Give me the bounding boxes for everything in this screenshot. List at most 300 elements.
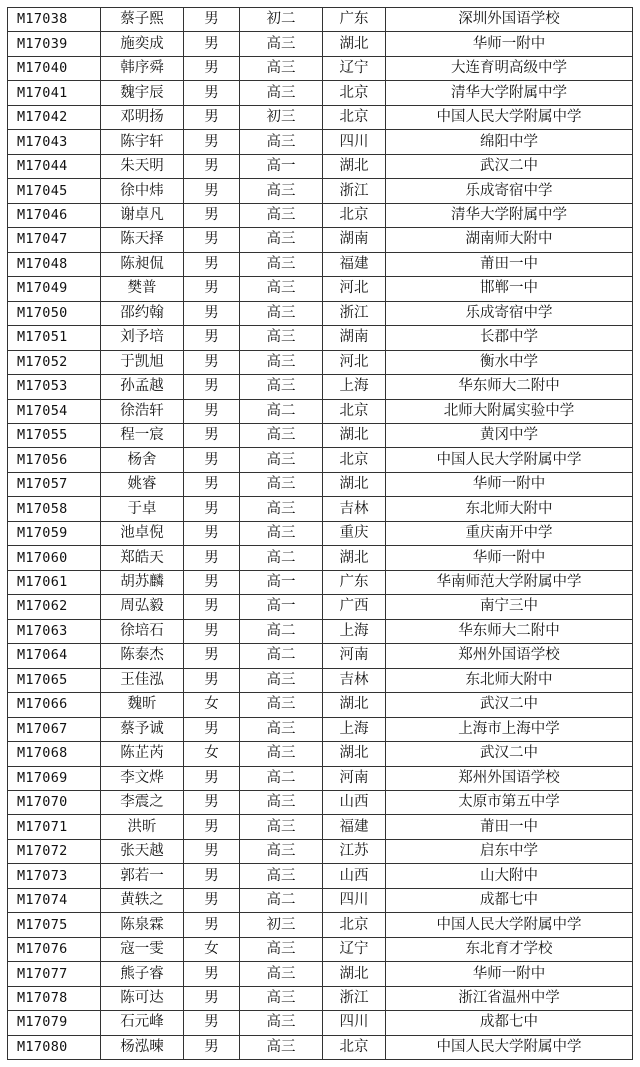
name-cell: 于凯旭 <box>101 350 184 374</box>
grade-cell: 高三 <box>240 521 323 545</box>
name-cell: 朱天明 <box>101 154 184 178</box>
table-row <box>8 644 633 668</box>
school-cell: 武汉二中 <box>386 742 633 766</box>
school-cell: 清华大学附属中学 <box>386 81 633 105</box>
table-row <box>8 864 633 888</box>
grade-cell: 高二 <box>240 644 323 668</box>
school-cell: 华东师大二附中 <box>386 375 633 399</box>
province-cell: 吉林 <box>323 668 386 692</box>
school-cell: 武汉二中 <box>386 693 633 717</box>
province-cell: 湖北 <box>323 472 386 496</box>
gender-cell: 男 <box>184 619 240 643</box>
gender-cell: 男 <box>184 888 240 912</box>
grade-cell: 高一 <box>240 154 323 178</box>
school-cell: 山大附中 <box>386 864 633 888</box>
table-row <box>8 252 633 276</box>
province-cell: 北京 <box>323 105 386 129</box>
grade-cell: 高三 <box>240 497 323 521</box>
student-id-cell: M17046 <box>8 203 101 227</box>
table-row <box>8 888 633 912</box>
gender-cell: 男 <box>184 448 240 472</box>
table-row <box>8 570 633 594</box>
province-cell: 福建 <box>323 252 386 276</box>
name-cell: 姚睿 <box>101 472 184 496</box>
province-cell: 广东 <box>323 570 386 594</box>
student-id-cell: M17078 <box>8 986 101 1010</box>
gender-cell: 男 <box>184 472 240 496</box>
grade-cell: 高三 <box>240 986 323 1010</box>
name-cell: 寇一雯 <box>101 937 184 961</box>
student-id-cell: M17073 <box>8 864 101 888</box>
province-cell: 河南 <box>323 644 386 668</box>
province-cell: 山西 <box>323 864 386 888</box>
student-id-cell: M17068 <box>8 742 101 766</box>
grade-cell: 高三 <box>240 228 323 252</box>
school-cell: 清华大学附属中学 <box>386 203 633 227</box>
gender-cell: 男 <box>184 815 240 839</box>
name-cell: 洪昕 <box>101 815 184 839</box>
school-cell: 东北育才学校 <box>386 937 633 961</box>
province-cell: 上海 <box>323 619 386 643</box>
province-cell: 湖北 <box>323 546 386 570</box>
student-id-cell: M17049 <box>8 277 101 301</box>
school-cell: 华师一附中 <box>386 32 633 56</box>
name-cell: 施奕成 <box>101 32 184 56</box>
grade-cell: 高三 <box>240 375 323 399</box>
student-id-cell: M17076 <box>8 937 101 961</box>
student-id-cell: M17039 <box>8 32 101 56</box>
student-id-cell: M17079 <box>8 1011 101 1035</box>
student-id-cell: M17055 <box>8 423 101 447</box>
table-row <box>8 81 633 105</box>
gender-cell: 男 <box>184 8 240 32</box>
gender-cell: 女 <box>184 742 240 766</box>
grade-cell: 高二 <box>240 619 323 643</box>
gender-cell: 男 <box>184 277 240 301</box>
student-id-cell: M17064 <box>8 644 101 668</box>
grade-cell: 高三 <box>240 839 323 863</box>
grade-cell: 初三 <box>240 105 323 129</box>
name-cell: 熊子睿 <box>101 962 184 986</box>
grade-cell: 高二 <box>240 546 323 570</box>
province-cell: 湖北 <box>323 154 386 178</box>
province-cell: 北京 <box>323 448 386 472</box>
gender-cell: 男 <box>184 595 240 619</box>
grade-cell: 高三 <box>240 277 323 301</box>
name-cell: 邵约翰 <box>101 301 184 325</box>
province-cell: 湖北 <box>323 423 386 447</box>
province-cell: 河南 <box>323 766 386 790</box>
school-cell: 东北师大附中 <box>386 668 633 692</box>
student-id-cell: M17057 <box>8 472 101 496</box>
school-cell: 郑州外国语学校 <box>386 644 633 668</box>
province-cell: 四川 <box>323 130 386 154</box>
province-cell: 北京 <box>323 81 386 105</box>
student-id-cell: M17041 <box>8 81 101 105</box>
province-cell: 湖北 <box>323 32 386 56</box>
student-id-cell: M17047 <box>8 228 101 252</box>
school-cell: 浙江省温州中学 <box>386 986 633 1010</box>
school-cell: 上海市上海中学 <box>386 717 633 741</box>
gender-cell: 男 <box>184 154 240 178</box>
name-cell: 蔡子熙 <box>101 8 184 32</box>
province-cell: 湖南 <box>323 228 386 252</box>
table-row <box>8 423 633 447</box>
table-row <box>8 105 633 129</box>
grade-cell: 高三 <box>240 326 323 350</box>
gender-cell: 男 <box>184 399 240 423</box>
student-id-cell: M17045 <box>8 179 101 203</box>
name-cell: 陈泉霖 <box>101 913 184 937</box>
grade-cell: 高一 <box>240 570 323 594</box>
table-row <box>8 179 633 203</box>
table-row <box>8 815 633 839</box>
gender-cell: 男 <box>184 326 240 350</box>
grade-cell: 高三 <box>240 252 323 276</box>
student-id-cell: M17054 <box>8 399 101 423</box>
name-cell: 魏昕 <box>101 693 184 717</box>
school-cell: 莆田一中 <box>386 252 633 276</box>
grade-cell: 高一 <box>240 595 323 619</box>
school-cell: 华东师大二附中 <box>386 619 633 643</box>
gender-cell: 男 <box>184 179 240 203</box>
name-cell: 陈昶侃 <box>101 252 184 276</box>
school-cell: 黄冈中学 <box>386 423 633 447</box>
table-row <box>8 742 633 766</box>
school-cell: 莆田一中 <box>386 815 633 839</box>
gender-cell: 男 <box>184 1035 240 1059</box>
grade-cell: 高三 <box>240 1011 323 1035</box>
province-cell: 北京 <box>323 913 386 937</box>
table-row <box>8 962 633 986</box>
student-id-cell: M17075 <box>8 913 101 937</box>
student-id-cell: M17062 <box>8 595 101 619</box>
table-row <box>8 913 633 937</box>
name-cell: 于卓 <box>101 497 184 521</box>
table-row <box>8 56 633 80</box>
grade-cell: 高三 <box>240 32 323 56</box>
province-cell: 湖南 <box>323 326 386 350</box>
grade-cell: 高三 <box>240 864 323 888</box>
school-cell: 长郡中学 <box>386 326 633 350</box>
grade-cell: 高二 <box>240 399 323 423</box>
gender-cell: 男 <box>184 1011 240 1035</box>
name-cell: 徐浩轩 <box>101 399 184 423</box>
gender-cell: 男 <box>184 301 240 325</box>
name-cell: 周弘毅 <box>101 595 184 619</box>
grade-cell: 高三 <box>240 791 323 815</box>
gender-cell: 女 <box>184 693 240 717</box>
school-cell: 大连育明高级中学 <box>386 56 633 80</box>
grade-cell: 高三 <box>240 1035 323 1059</box>
school-cell: 衡水中学 <box>386 350 633 374</box>
province-cell: 上海 <box>323 375 386 399</box>
table-row <box>8 521 633 545</box>
school-cell: 深圳外国语学校 <box>386 8 633 32</box>
grade-cell: 高三 <box>240 203 323 227</box>
province-cell: 福建 <box>323 815 386 839</box>
name-cell: 谢卓凡 <box>101 203 184 227</box>
name-cell: 郑皓天 <box>101 546 184 570</box>
name-cell: 徐中炜 <box>101 179 184 203</box>
name-cell: 黄轶之 <box>101 888 184 912</box>
province-cell: 河北 <box>323 277 386 301</box>
name-cell: 池卓倪 <box>101 521 184 545</box>
grade-cell: 高三 <box>240 350 323 374</box>
province-cell: 河北 <box>323 350 386 374</box>
table-row <box>8 130 633 154</box>
name-cell: 陈可达 <box>101 986 184 1010</box>
name-cell: 张天越 <box>101 839 184 863</box>
student-id-cell: M17048 <box>8 252 101 276</box>
student-id-cell: M17042 <box>8 105 101 129</box>
gender-cell: 男 <box>184 570 240 594</box>
table-row <box>8 154 633 178</box>
grade-cell: 高三 <box>240 962 323 986</box>
gender-cell: 男 <box>184 350 240 374</box>
name-cell: 孙孟越 <box>101 375 184 399</box>
gender-cell: 男 <box>184 56 240 80</box>
student-id-cell: M17052 <box>8 350 101 374</box>
gender-cell: 男 <box>184 962 240 986</box>
province-cell: 北京 <box>323 1035 386 1059</box>
province-cell: 北京 <box>323 399 386 423</box>
grade-cell: 初二 <box>240 8 323 32</box>
student-id-cell: M17040 <box>8 56 101 80</box>
student-id-cell: M17058 <box>8 497 101 521</box>
name-cell: 陈泰杰 <box>101 644 184 668</box>
gender-cell: 男 <box>184 105 240 129</box>
student-id-cell: M17069 <box>8 766 101 790</box>
school-cell: 中国人民大学附属中学 <box>386 1035 633 1059</box>
grade-cell: 高三 <box>240 742 323 766</box>
student-id-cell: M17038 <box>8 8 101 32</box>
student-id-cell: M17060 <box>8 546 101 570</box>
province-cell: 辽宁 <box>323 937 386 961</box>
table-row <box>8 693 633 717</box>
province-cell: 江苏 <box>323 839 386 863</box>
school-cell: 华师一附中 <box>386 546 633 570</box>
province-cell: 广东 <box>323 8 386 32</box>
table-row <box>8 472 633 496</box>
grade-cell: 高二 <box>240 766 323 790</box>
grade-cell: 高三 <box>240 472 323 496</box>
gender-cell: 女 <box>184 937 240 961</box>
school-cell: 郑州外国语学校 <box>386 766 633 790</box>
student-id-cell: M17059 <box>8 521 101 545</box>
name-cell: 邓明扬 <box>101 105 184 129</box>
table-row <box>8 301 633 325</box>
table-row <box>8 228 633 252</box>
name-cell: 程一宸 <box>101 423 184 447</box>
grade-cell: 高三 <box>240 81 323 105</box>
name-cell: 韩序舜 <box>101 56 184 80</box>
table-row <box>8 399 633 423</box>
province-cell: 四川 <box>323 888 386 912</box>
school-cell: 成都七中 <box>386 1011 633 1035</box>
student-id-cell: M17071 <box>8 815 101 839</box>
gender-cell: 男 <box>184 32 240 56</box>
student-id-cell: M17051 <box>8 326 101 350</box>
student-id-cell: M17080 <box>8 1035 101 1059</box>
school-cell: 中国人民大学附属中学 <box>386 448 633 472</box>
student-id-cell: M17044 <box>8 154 101 178</box>
table-row <box>8 375 633 399</box>
school-cell: 成都七中 <box>386 888 633 912</box>
student-id-cell: M17063 <box>8 619 101 643</box>
grade-cell: 高三 <box>240 815 323 839</box>
student-id-cell: M17077 <box>8 962 101 986</box>
province-cell: 湖北 <box>323 742 386 766</box>
province-cell: 辽宁 <box>323 56 386 80</box>
school-cell: 中国人民大学附属中学 <box>386 105 633 129</box>
grade-cell: 高三 <box>240 179 323 203</box>
gender-cell: 男 <box>184 81 240 105</box>
name-cell: 陈芷芮 <box>101 742 184 766</box>
school-cell: 乐成寄宿中学 <box>386 301 633 325</box>
name-cell: 徐培石 <box>101 619 184 643</box>
province-cell: 浙江 <box>323 301 386 325</box>
name-cell: 陈天择 <box>101 228 184 252</box>
grade-cell: 高三 <box>240 668 323 692</box>
table-row <box>8 766 633 790</box>
province-cell: 湖北 <box>323 962 386 986</box>
grade-cell: 高三 <box>240 448 323 472</box>
province-cell: 重庆 <box>323 521 386 545</box>
table-row <box>8 937 633 961</box>
province-cell: 浙江 <box>323 986 386 1010</box>
gender-cell: 男 <box>184 130 240 154</box>
student-id-cell: M17072 <box>8 839 101 863</box>
school-cell: 重庆南开中学 <box>386 521 633 545</box>
school-cell: 中国人民大学附属中学 <box>386 913 633 937</box>
grade-cell: 高三 <box>240 717 323 741</box>
school-cell: 绵阳中学 <box>386 130 633 154</box>
school-cell: 华师一附中 <box>386 472 633 496</box>
gender-cell: 男 <box>184 791 240 815</box>
table-row <box>8 839 633 863</box>
gender-cell: 男 <box>184 986 240 1010</box>
table-row <box>8 32 633 56</box>
table-row <box>8 546 633 570</box>
table-row <box>8 791 633 815</box>
table-row <box>8 497 633 521</box>
name-cell: 杨泓暕 <box>101 1035 184 1059</box>
name-cell: 李震之 <box>101 791 184 815</box>
gender-cell: 男 <box>184 497 240 521</box>
table-row <box>8 986 633 1010</box>
school-cell: 武汉二中 <box>386 154 633 178</box>
province-cell: 浙江 <box>323 179 386 203</box>
province-cell: 四川 <box>323 1011 386 1035</box>
school-cell: 东北师大附中 <box>386 497 633 521</box>
name-cell: 陈宇轩 <box>101 130 184 154</box>
gender-cell: 男 <box>184 644 240 668</box>
table-row <box>8 277 633 301</box>
name-cell: 魏宇辰 <box>101 81 184 105</box>
grade-cell: 高三 <box>240 693 323 717</box>
gender-cell: 男 <box>184 423 240 447</box>
student-id-cell: M17074 <box>8 888 101 912</box>
gender-cell: 男 <box>184 546 240 570</box>
student-id-cell: M17067 <box>8 717 101 741</box>
grade-cell: 高三 <box>240 130 323 154</box>
province-cell: 湖北 <box>323 693 386 717</box>
name-cell: 石元峰 <box>101 1011 184 1035</box>
grade-cell: 高三 <box>240 301 323 325</box>
student-id-cell: M17056 <box>8 448 101 472</box>
table-row <box>8 1011 633 1035</box>
gender-cell: 男 <box>184 839 240 863</box>
grade-cell: 初三 <box>240 913 323 937</box>
table-row <box>8 8 633 32</box>
table-row <box>8 203 633 227</box>
school-cell: 湖南师大附中 <box>386 228 633 252</box>
table-row <box>8 717 633 741</box>
gender-cell: 男 <box>184 668 240 692</box>
table-row <box>8 595 633 619</box>
roster-table <box>7 7 633 1060</box>
province-cell: 上海 <box>323 717 386 741</box>
table-row <box>8 350 633 374</box>
roster-body <box>8 8 633 1060</box>
gender-cell: 男 <box>184 228 240 252</box>
name-cell: 郭若一 <box>101 864 184 888</box>
province-cell: 吉林 <box>323 497 386 521</box>
school-cell: 启东中学 <box>386 839 633 863</box>
grade-cell: 高三 <box>240 423 323 447</box>
school-cell: 华南师范大学附属中学 <box>386 570 633 594</box>
name-cell: 蔡予诚 <box>101 717 184 741</box>
school-cell: 南宁三中 <box>386 595 633 619</box>
gender-cell: 男 <box>184 717 240 741</box>
name-cell: 李文烨 <box>101 766 184 790</box>
student-id-cell: M17043 <box>8 130 101 154</box>
school-cell: 太原市第五中学 <box>386 791 633 815</box>
province-cell: 广西 <box>323 595 386 619</box>
school-cell: 北师大附属实验中学 <box>386 399 633 423</box>
student-id-cell: M17066 <box>8 693 101 717</box>
school-cell: 邯郸一中 <box>386 277 633 301</box>
grade-cell: 高二 <box>240 888 323 912</box>
student-id-cell: M17065 <box>8 668 101 692</box>
province-cell: 北京 <box>323 203 386 227</box>
name-cell: 胡苏麟 <box>101 570 184 594</box>
gender-cell: 男 <box>184 203 240 227</box>
student-id-cell: M17053 <box>8 375 101 399</box>
gender-cell: 男 <box>184 913 240 937</box>
student-id-cell: M17061 <box>8 570 101 594</box>
grade-cell: 高三 <box>240 937 323 961</box>
gender-cell: 男 <box>184 766 240 790</box>
gender-cell: 男 <box>184 252 240 276</box>
name-cell: 樊普 <box>101 277 184 301</box>
name-cell: 刘予培 <box>101 326 184 350</box>
student-id-cell: M17050 <box>8 301 101 325</box>
table-row <box>8 1035 633 1059</box>
name-cell: 王佳泓 <box>101 668 184 692</box>
table-row <box>8 619 633 643</box>
gender-cell: 男 <box>184 375 240 399</box>
province-cell: 山西 <box>323 791 386 815</box>
student-id-cell: M17070 <box>8 791 101 815</box>
table-row <box>8 668 633 692</box>
grade-cell: 高三 <box>240 56 323 80</box>
gender-cell: 男 <box>184 864 240 888</box>
gender-cell: 男 <box>184 521 240 545</box>
table-row <box>8 326 633 350</box>
name-cell: 杨舍 <box>101 448 184 472</box>
